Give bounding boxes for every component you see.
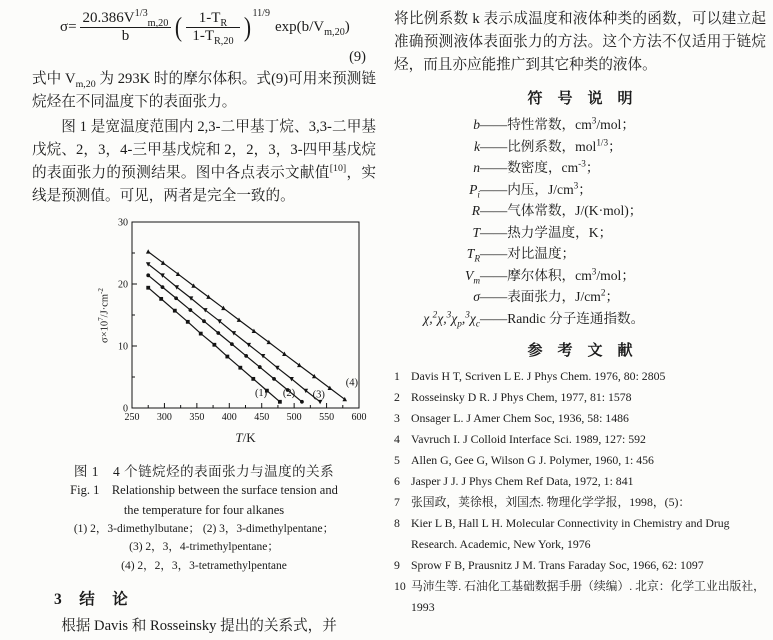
reference-text: Rosseinsky D R. J Phys Chem, 1977, 81: 1578 <box>411 390 632 404</box>
reference-item <box>394 429 766 450</box>
fraction-numerator: $1-T_R$ <box>198 10 228 29</box>
reference-number: 8 <box>394 516 400 530</box>
paragraph-after-equation: 式中 $V_{m,20}$ 为 293K 时的摩尔体积。式(9)可用来预测链烷烃在不同温度下的表面张力。 <box>32 70 376 110</box>
svg-text:10: 10 <box>118 341 128 352</box>
reference-item <box>394 408 766 429</box>
reference-text: Jasper J J. J Phys Chem Ref Data, 1972, 1: 841 <box>411 474 634 488</box>
paragraph-method: 将比例系数 k 表示成温度和液体种类的函数，可以建立起准确预测液体表面张力的方法。这个方法不仅适用于链烷烃，而且亦应能推广到其它种类的液体。 <box>394 11 766 73</box>
paragraph-figure-intro: 图 1 是宽温度范围内 2,3-二甲基丁烷、3,3-二甲基戊烷、2，3，4-三甲基戊烷和 2，2，3，3-四甲基戊烷的表面张力的预测结果。图中各点表示文献值[10]，实线是预测值。可见，两者是完全一致的。 <box>32 118 376 204</box>
equation-lhs: σ= <box>60 19 77 36</box>
symbol-desc: ——表面张力，$J/cm^2$； <box>480 287 620 304</box>
symbol-desc: ——比例系数，mol$^{1/3}$； <box>480 136 622 154</box>
symbol-item <box>394 308 766 330</box>
symbol: $T_R$ <box>466 246 480 264</box>
reference-text: Allen G, Gee G, Wilson G J. Polymer, 1960, 1: 456 <box>411 453 654 467</box>
symbol-item <box>394 243 766 265</box>
figure-1-chart <box>92 214 368 436</box>
figure-legend-line1: (1) 2，3-dimethylbutane； (2) 3，3-dimethylpentane； <box>73 522 335 535</box>
reference-number: 10 <box>394 579 406 593</box>
section-heading-conclusion: 3 结 论 <box>54 591 129 608</box>
symbol: k <box>473 138 480 154</box>
fraction-denominator: $1-T_{R,20}$ <box>186 27 239 45</box>
symbol: T <box>472 224 480 240</box>
symbol-item <box>394 114 766 136</box>
svg-text:0: 0 <box>123 403 128 414</box>
svg-text:600: 600 <box>351 411 367 423</box>
paragraph-conclusion: 根据 Davis 和 Rosseinsky 提出的关系式，并 <box>61 618 337 634</box>
svg-text:(2): (2) <box>282 387 296 399</box>
reference-item <box>394 492 766 513</box>
references-list <box>394 366 766 618</box>
svg-text:20: 20 <box>118 279 128 290</box>
reference-item <box>394 450 766 471</box>
figure-caption-cn: 图 1 4 个链烷烃的表面张力与温度的关系 <box>73 463 335 479</box>
svg-text:250: 250 <box>124 411 140 423</box>
svg-text:30: 30 <box>118 217 128 228</box>
symbol-desc: ——数密度，$cm^{-3}$； <box>480 158 600 175</box>
right-column <box>394 6 766 618</box>
symbol-desc: ——特性常数，$cm^3$/mol； <box>480 115 635 132</box>
symbol: R <box>471 203 480 218</box>
symbol-item <box>394 157 766 179</box>
x-axis-label <box>132 430 359 446</box>
reference-number: 3 <box>394 411 400 425</box>
svg-text:550: 550 <box>319 411 335 423</box>
symbol-item <box>394 265 766 287</box>
symbol-desc: ——热力学温度，K； <box>480 224 613 240</box>
symbol: $V_m$ <box>465 267 480 286</box>
equation-fraction-1 <box>80 10 172 46</box>
equation-9 <box>32 6 376 66</box>
reference-text: Vavruch I. J Colloid Interface Sci. 1989, 127: 592 <box>411 432 646 446</box>
svg-text:350: 350 <box>189 411 205 423</box>
reference-text: Kier L B, Hall L H. Molecular Connectivity in Chemistry and Drug Research. Academic, New York, 1976 <box>411 516 730 551</box>
reference-item <box>394 576 766 618</box>
reference-item <box>394 471 766 492</box>
figure-caption-en-line2: the temperature for four alkanes <box>123 502 285 517</box>
x-axis-label-symbol: T <box>235 429 243 445</box>
reference-number: 2 <box>394 390 400 404</box>
reference-text: 张国政，荚徐根，刘国杰. 物理化学学报，1998，(5)： <box>411 495 691 509</box>
figure-caption-en-line1: Fig. 1 Relationship between the surface tension and <box>70 482 338 497</box>
symbol-item <box>394 222 766 244</box>
svg-text:(3): (3) <box>312 388 325 400</box>
equation-exponent: 11/9 <box>252 8 270 19</box>
reference-number: 1 <box>394 369 400 383</box>
left-column <box>32 6 376 640</box>
reference-item <box>394 555 766 576</box>
svg-text:500: 500 <box>286 411 302 423</box>
figure-legend-line2: (3) 2，3，4-trimethylpentane； <box>129 541 279 553</box>
reference-number: 7 <box>394 495 400 509</box>
symbol-item <box>394 286 766 308</box>
symbol-item <box>394 200 766 222</box>
symbols-list <box>394 114 766 329</box>
equation-tail: $\exp(b/V_{m,20})$ <box>274 19 350 39</box>
symbol-desc: ——气体常数，J/(K·mol)； <box>480 203 643 218</box>
equation-number: (9) <box>349 48 366 65</box>
reference-number: 6 <box>394 474 400 488</box>
svg-text:300: 300 <box>156 411 172 423</box>
symbol: n <box>473 160 480 175</box>
reference-number: 5 <box>394 453 400 467</box>
reference-number: 9 <box>394 558 400 572</box>
svg-text:450: 450 <box>254 411 270 423</box>
symbol: $P_i$ <box>469 181 480 200</box>
fraction-denominator: b <box>80 27 172 45</box>
symbol-item <box>394 136 766 158</box>
reference-text: 马沛生等. 石油化工基础数据手册（续编）. 北京：化学工业出版社，1993 <box>411 579 765 614</box>
symbol-desc: ——Randic 分子连通指数。 <box>480 310 645 326</box>
fraction-numerator: $20.386V^{1/3}_{m,20}$ <box>82 8 169 29</box>
reference-item <box>394 513 766 555</box>
symbol: σ <box>473 289 480 304</box>
paren-close: ) <box>243 12 251 43</box>
symbol: $\chi,^2\chi,^3\chi_p,^3\chi_c$ <box>423 308 480 329</box>
symbol-item <box>394 179 766 201</box>
symbol-desc: ——内压，$J/cm^3$； <box>480 179 592 197</box>
reference-item <box>394 387 766 408</box>
svg-text:400: 400 <box>221 411 237 423</box>
symbol-desc: ——对比温度； <box>480 246 576 261</box>
reference-item <box>394 366 766 387</box>
symbol-desc: ——摩尔体积，$cm^3$/mol； <box>480 265 635 283</box>
reference-number: 4 <box>394 432 400 446</box>
svg-text:(1): (1) <box>254 387 268 399</box>
reference-text: Sprow F B, Prausnitz J M. Trans Faraday Soc, 1966, 62: 1097 <box>411 558 704 572</box>
references-heading: 参 考 文 献 <box>527 343 633 359</box>
symbol: b <box>473 117 480 132</box>
x-axis-label-unit: /K <box>242 429 256 445</box>
y-axis-label: $\sigma\times 10^7/J\cdot cm^{-2}$ <box>97 287 111 343</box>
figure-legend-line3: (4) 2，2，3，3-tetramethylpentane <box>121 559 287 572</box>
equation-fraction-2 <box>186 10 239 46</box>
symbols-heading: 符 号 说 明 <box>527 91 633 107</box>
reference-text: Davis H T, Scriven L E. J Phys Chem. 1976, 80: 2805 <box>411 369 666 383</box>
figure-1 <box>92 214 368 456</box>
reference-text: Onsager L. J Amer Chem Soc, 1936, 58: 1486 <box>411 411 629 425</box>
svg-text:(4): (4) <box>345 377 358 389</box>
paren-open: ( <box>175 12 183 43</box>
